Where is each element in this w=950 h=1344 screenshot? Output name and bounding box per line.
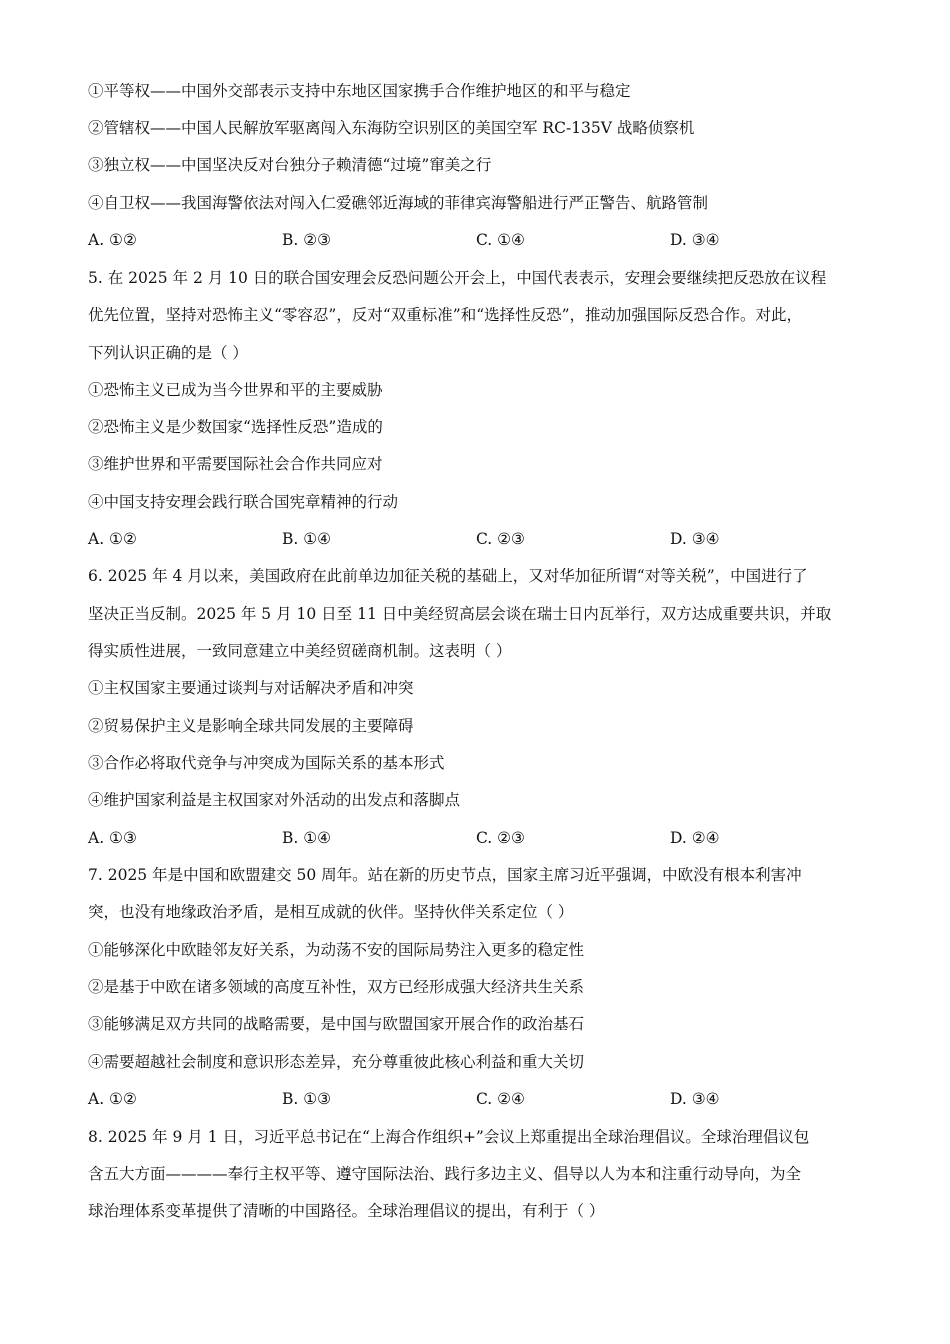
q5-option-c[interactable]: C. ②③ [476,530,525,548]
q4-statement-3: ③独立权——中国坚决反对台独分子赖清德“过境”窜美之行 [88,156,492,174]
q6-statement-2: ②贸易保护主义是影响全球共同发展的主要障碍 [88,717,414,735]
q6-stem-line-3: 得实质性进展，一致同意建立中美经贸磋商机制。这表明（ ） [88,642,512,660]
q5-option-a[interactable]: A. ①② [88,530,137,548]
q6-statement-3: ③合作必将取代竞争与冲突成为国际关系的基本形式 [88,754,445,772]
q5-statement-2: ②恐怖主义是少数国家“选择性反恐”造成的 [88,418,383,436]
q6-option-a[interactable]: A. ①③ [88,829,137,847]
q8-stem-line-2: 含五大方面————奉行主权平等、遵守国际法治、践行多边主义、倡导以人为本和注重行动导向，为全 [88,1165,802,1183]
q6-option-b[interactable]: B. ①④ [282,829,332,847]
q5-stem-line-2: 优先位置，坚持对恐怖主义“零容忍”，反对“双重标准”和“选择性反恐”，推动加强国际反恐合作。对此， [88,306,803,324]
q8-stem-line-3: 球治理体系变革提供了清晰的中国路径。全球治理倡议的提出，有利于（ ） [88,1202,605,1220]
q5-options [88,528,868,550]
q7-option-c[interactable]: C. ②④ [476,1090,525,1108]
q7-statement-1: ①能够深化中欧睦邻友好关系，为动荡不安的国际局势注入更多的稳定性 [88,941,585,959]
q7-option-b[interactable]: B. ①③ [282,1090,332,1108]
q7-stem-line-2: 突，也没有地缘政治矛盾，是相互成就的伙伴。坚持伙伴关系定位（ ） [88,903,574,921]
q4-options [88,229,868,251]
q6-option-c[interactable]: C. ②③ [476,829,525,847]
q4-statement-4: ④自卫权——我国海警依法对闯入仁爱礁邻近海域的菲律宾海警船进行严正警告、航路管制 [88,194,709,212]
q4-option-a[interactable]: A. ①② [88,231,137,249]
q4-option-d[interactable]: D. ③④ [670,231,720,249]
q4-statement-2: ②管辖权——中国人民解放军驱离闯入东海防空识别区的美国空军 RC-135V 战略侦察机 [88,119,695,137]
q5-option-b[interactable]: B. ①④ [282,530,332,548]
q7-statement-3: ③能够满足双方共同的战略需要，是中国与欧盟国家开展合作的政治基石 [88,1015,585,1033]
q5-stem-line-1: 5. 在 2025 年 2 月 10 日的联合国安理会反恐问题公开会上，中国代表表示，安理会要继续把反恐放在议程 [88,269,827,287]
q6-stem-line-2: 坚决正当反制。2025 年 5 月 10 日至 11 日中美经贸高层会谈在瑞士日内瓦举行，双方达成重要共识，并取 [88,605,832,623]
q7-option-a[interactable]: A. ①② [88,1090,137,1108]
q6-stem-line-1: 6. 2025 年 4 月以来，美国政府在此前单边加征关税的基础上，又对华加征所谓“对等关税”，中国进行了 [88,567,808,585]
q7-statement-2: ②是基于中欧在诸多领域的高度互补性，双方已经形成强大经济共生关系 [88,978,585,996]
q6-statement-4: ④维护国家利益是主权国家对外活动的出发点和落脚点 [88,791,461,809]
q8-stem-line-1: 8. 2025 年 9 月 1 日，习近平总书记在“上海合作组织+”会议上郑重提出全球治理倡议。全球治理倡议包 [88,1128,810,1146]
q7-statement-4: ④需要超越社会制度和意识形态差异，充分尊重彼此核心利益和重大关切 [88,1053,585,1071]
q4-option-b[interactable]: B. ②③ [282,231,332,249]
q6-statement-1: ①主权国家主要通过谈判与对话解决矛盾和冲突 [88,679,414,697]
q4-option-c[interactable]: C. ①④ [476,231,525,249]
q7-options [88,1088,868,1110]
q4-statement-1: ①平等权——中国外交部表示支持中东地区国家携手合作维护地区的和平与稳定 [88,82,631,100]
q7-stem-line-1: 7. 2025 年是中国和欧盟建交 50 周年。站在新的历史节点，国家主席习近平强调，中欧没有根本利害冲 [88,866,802,884]
q5-statement-4: ④中国支持安理会践行联合国宪章精神的行动 [88,493,399,511]
q6-option-d[interactable]: D. ②④ [670,829,720,847]
q5-stem-line-3: 下列认识正确的是（ ） [88,344,248,362]
q7-option-d[interactable]: D. ③④ [670,1090,720,1108]
q6-options [88,827,868,849]
q5-option-d[interactable]: D. ③④ [670,530,720,548]
q5-statement-1: ①恐怖主义已成为当今世界和平的主要威胁 [88,381,383,399]
q5-statement-3: ③维护世界和平需要国际社会合作共同应对 [88,455,383,473]
